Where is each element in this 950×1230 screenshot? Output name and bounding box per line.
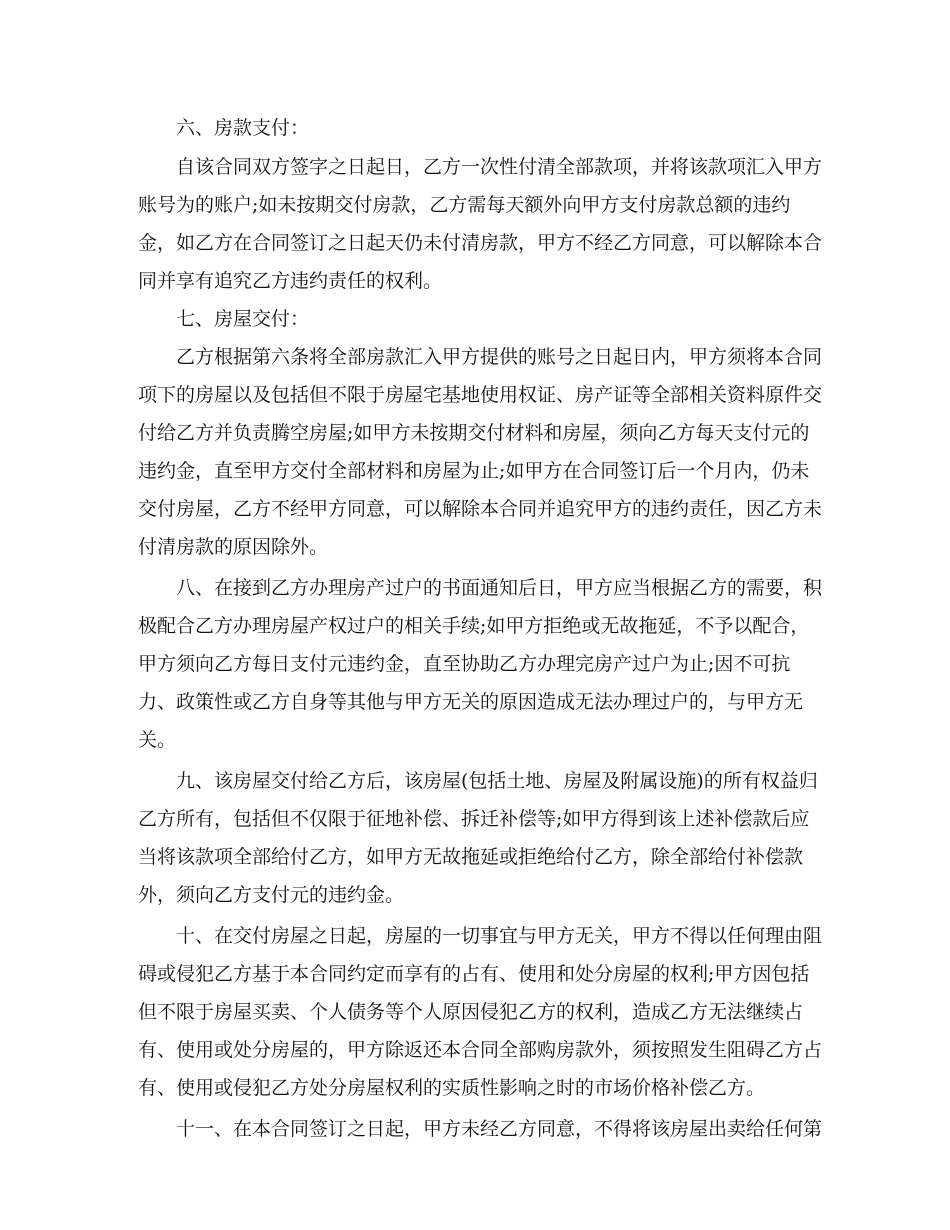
paragraph-line: 极配合乙方办理房屋产权过户的相关手续;如甲方拒绝或无故拖延，不予以配合， [138,615,810,637]
paragraph-line: 付给乙方并负责腾空房屋;如甲方未按期交付材料和房屋，须向乙方每天支付元的 [138,422,810,444]
paragraph-line: 金，如乙方在合同签订之日起天仍未付清房款，甲方不经乙方同意，可以解除本合 [138,232,823,254]
paragraph-line: 甲方须向乙方每日支付元违约金，直至协助乙方办理完房产过户为止;因不可抗 [138,653,791,675]
paragraph-line: 账号为的账户;如未按期交付房款，乙方需每天额外向甲方支付房款总额的违约 [138,194,791,216]
heading-section-6: 六、房款支付： [176,117,310,139]
paragraph-line: 付清房款的原因除外。 [138,536,329,558]
paragraph-line: 同并享有追究乙方违约责任的权利。 [138,270,443,292]
paragraph-line: 当将该款项全部给付乙方，如甲方无故拖延或拒绝给付乙方，除全部给付补偿款 [138,846,804,868]
paragraph-line: 乙方所有，包括但不仅限于征地补偿、拆迁补偿等;如甲方得到该上述补偿款后应 [138,808,810,830]
paragraph-line: 力、政策性或乙方自身等其他与甲方无关的原因造成无法办理过户的，与甲方无 [138,691,804,713]
paragraph-line: 碍或侵犯乙方基于本合同约定而享有的占有、使用和处分房屋的权利;甲方因包括 [138,963,810,985]
paragraph-section-10: 十、在交付房屋之日起，房屋的一切事宜与甲方无关，甲方不得以任何理由阻 [176,925,823,947]
paragraph-line: 项下的房屋以及包括但不限于房屋宅基地使用权证、房产证等全部相关资料原件交 [138,384,823,406]
paragraph-line: 交付房屋，乙方不经甲方同意，可以解除本合同并追究甲方的违约责任，因乙方未 [138,498,823,520]
paragraph-line: 自该合同双方签字之日起日，乙方一次性付清全部款项，并将该款项汇入甲方 [176,156,823,178]
paragraph-line: 有、使用或处分房屋的，甲方除返还本合同全部购房款外，须按照发生阻碍乙方占 [138,1039,823,1061]
paragraph-line: 外，须向乙方支付元的违约金。 [138,884,405,906]
heading-section-7: 七、房屋交付： [176,308,310,330]
paragraph-section-9: 九、该房屋交付给乙方后，该房屋(包括土地、房屋及附属设施)的所有权益归 [176,770,818,792]
paragraph-line: 违约金，直至甲方交付全部材料和房屋为止;如甲方在合同签订后一个月内，仍未 [138,460,810,482]
paragraph-section-11: 十一、在本合同签订之日起，甲方未经乙方同意，不得将该房屋出卖给任何第 [176,1118,823,1140]
paragraph-line: 关。 [138,729,177,751]
paragraph-line: 有、使用或侵犯乙方处分房屋权利的实质性影响之时的市场价格补偿乙方。 [138,1077,766,1099]
paragraph-line: 乙方根据第六条将全部房款汇入甲方提供的账号之日起日内，甲方须将本合同 [176,346,823,368]
paragraph-line: 但不限于房屋买卖、个人债务等个人原因侵犯乙方的权利，造成乙方无法继续占 [138,1001,804,1023]
paragraph-section-8: 八、在接到乙方办理房产过户的书面通知后日，甲方应当根据乙方的需要，积 [176,577,823,599]
